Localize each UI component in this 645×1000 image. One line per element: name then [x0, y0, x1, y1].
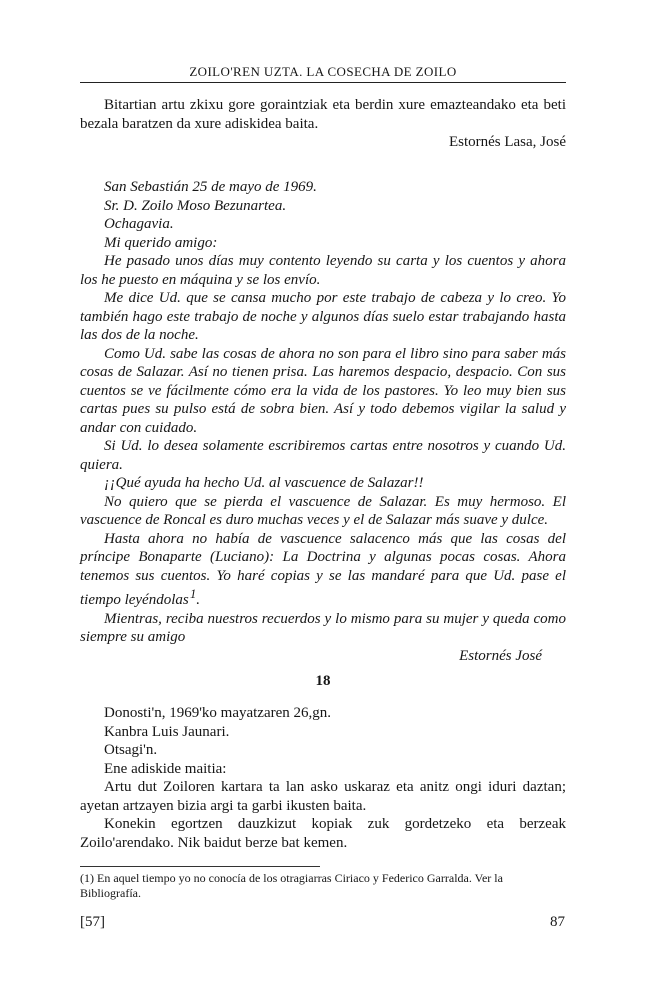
letter-recipient: Sr. D. Zoilo Moso Bezunartea. — [104, 197, 287, 214]
page-number: 87 — [550, 914, 565, 930]
header-rule — [80, 82, 566, 83]
paragraph: Me dice Ud. que se cansa mucho por este trabajo de cabeza y lo creo. Yo también hago este trabajo de noche y algunos días suelo estar trabajando hasta las dos de la noche. — [80, 290, 566, 343]
letter-salutation: Mi querido amigo: — [104, 234, 218, 251]
paragraph: Si Ud. lo desea solamente escribiremos cartas entre nosotros y cuando Ud. quiera. — [80, 438, 566, 473]
paragraph: Como Ud. sabe las cosas de ahora no son para el libro sino para saber más cosas de Salazar. Así no tienen prisa. Las haremos despacio, despacio. Con sus cuentos se ve fácilmente cómo era la vida de los pastores. Yo leo muy bien sus cartas pues su pulso está de sobra bien. Así y todo debemos vigilar la salud y andar con cuidado. — [80, 345, 566, 436]
letter-date: Donosti'n, 1969'ko mayatzaren 26,gn. — [104, 705, 332, 721]
paragraph: Konekin egortzen dauzkizut kopiak zuk gordetzeko eta berzeak Zoilo'arendako. Nik baidut berze bat kemen. — [80, 816, 566, 851]
paragraph: Bitartian artu zkixu gore goraintziak eta berdin xure emazteandako eta beti bezala baratzen da xure adiskidea baita. — [80, 97, 566, 132]
section-top — [80, 96, 566, 152]
letter-date: San Sebastián 25 de mayo de 1969. — [104, 179, 317, 195]
signature: Estornés José — [459, 647, 542, 664]
letter-salutation: Ene adiskide maitia: — [104, 760, 227, 777]
paragraph: Hasta ahora no había de vascuence salacenco más que las cosas del príncipe Bonaparte (Luciano): La Doctrina y algunas pocas cosas. Ahora tenemos sus cuentos. Yo haré copias y se las mandaré para que Ud. pase el tiempo leyéndolas $^1$. — [80, 530, 566, 608]
footnote-reference: 1 — [190, 587, 197, 601]
section-number: 18 — [315, 673, 331, 689]
letter-spanish — [80, 178, 566, 665]
paragraph: He pasado unos días muy contento leyendo su carta y los cuentos y ahora los he puesto en máquina y se los envío. — [80, 253, 566, 288]
paragraph: No quiero que se pierda el vascuence de Salazar. Es muy hermoso. El vascuence de Roncal es duro muchas veces y el de Salazar más suave y dulce. — [80, 493, 566, 528]
paragraph: Artu dut Zoiloren kartara ta lan asko uskaraz eta anitz ongi iduri daztan; ayetan artzayen bizia argi ta garbi ikusten baita. — [80, 779, 566, 814]
letter-place: Ochagavia. — [104, 216, 174, 232]
letter-basque — [80, 704, 566, 852]
paragraph: ¡¡Qué ayuda ha hecho Ud. al vascuence de Salazar!! — [104, 475, 424, 491]
footnote-rule — [80, 866, 320, 867]
running-head: ZOILO'REN UZTA. LA COSECHA DE ZOILO — [189, 64, 457, 79]
footnote: (1) En aquel tiempo yo no conocía de los otragiarras Ciriaco y Federico Garralda. Ver la Bibliografía. — [80, 871, 503, 900]
paragraph: Mientras, reciba nuestros recuerdos y lo mismo para su mujer y queda como siempre su amigo — [80, 610, 566, 645]
paragraph-text: Hasta ahora no había de vascuence salacenco más que las cosas del príncipe Bonaparte (Luciano): La Doctrina y algunas pocas cosas. Ahora tenemos sus cuentos. Yo haré copias y se las mandaré para que Ud. pase el tiempo leyéndolas — [80, 530, 566, 608]
page-marker: [57] — [80, 914, 105, 930]
letter-place: Otsagi'n. — [104, 742, 158, 758]
signature: Estornés Lasa, José — [448, 134, 566, 150]
letter-recipient: Kanbra Luis Jaunari. — [104, 723, 230, 740]
